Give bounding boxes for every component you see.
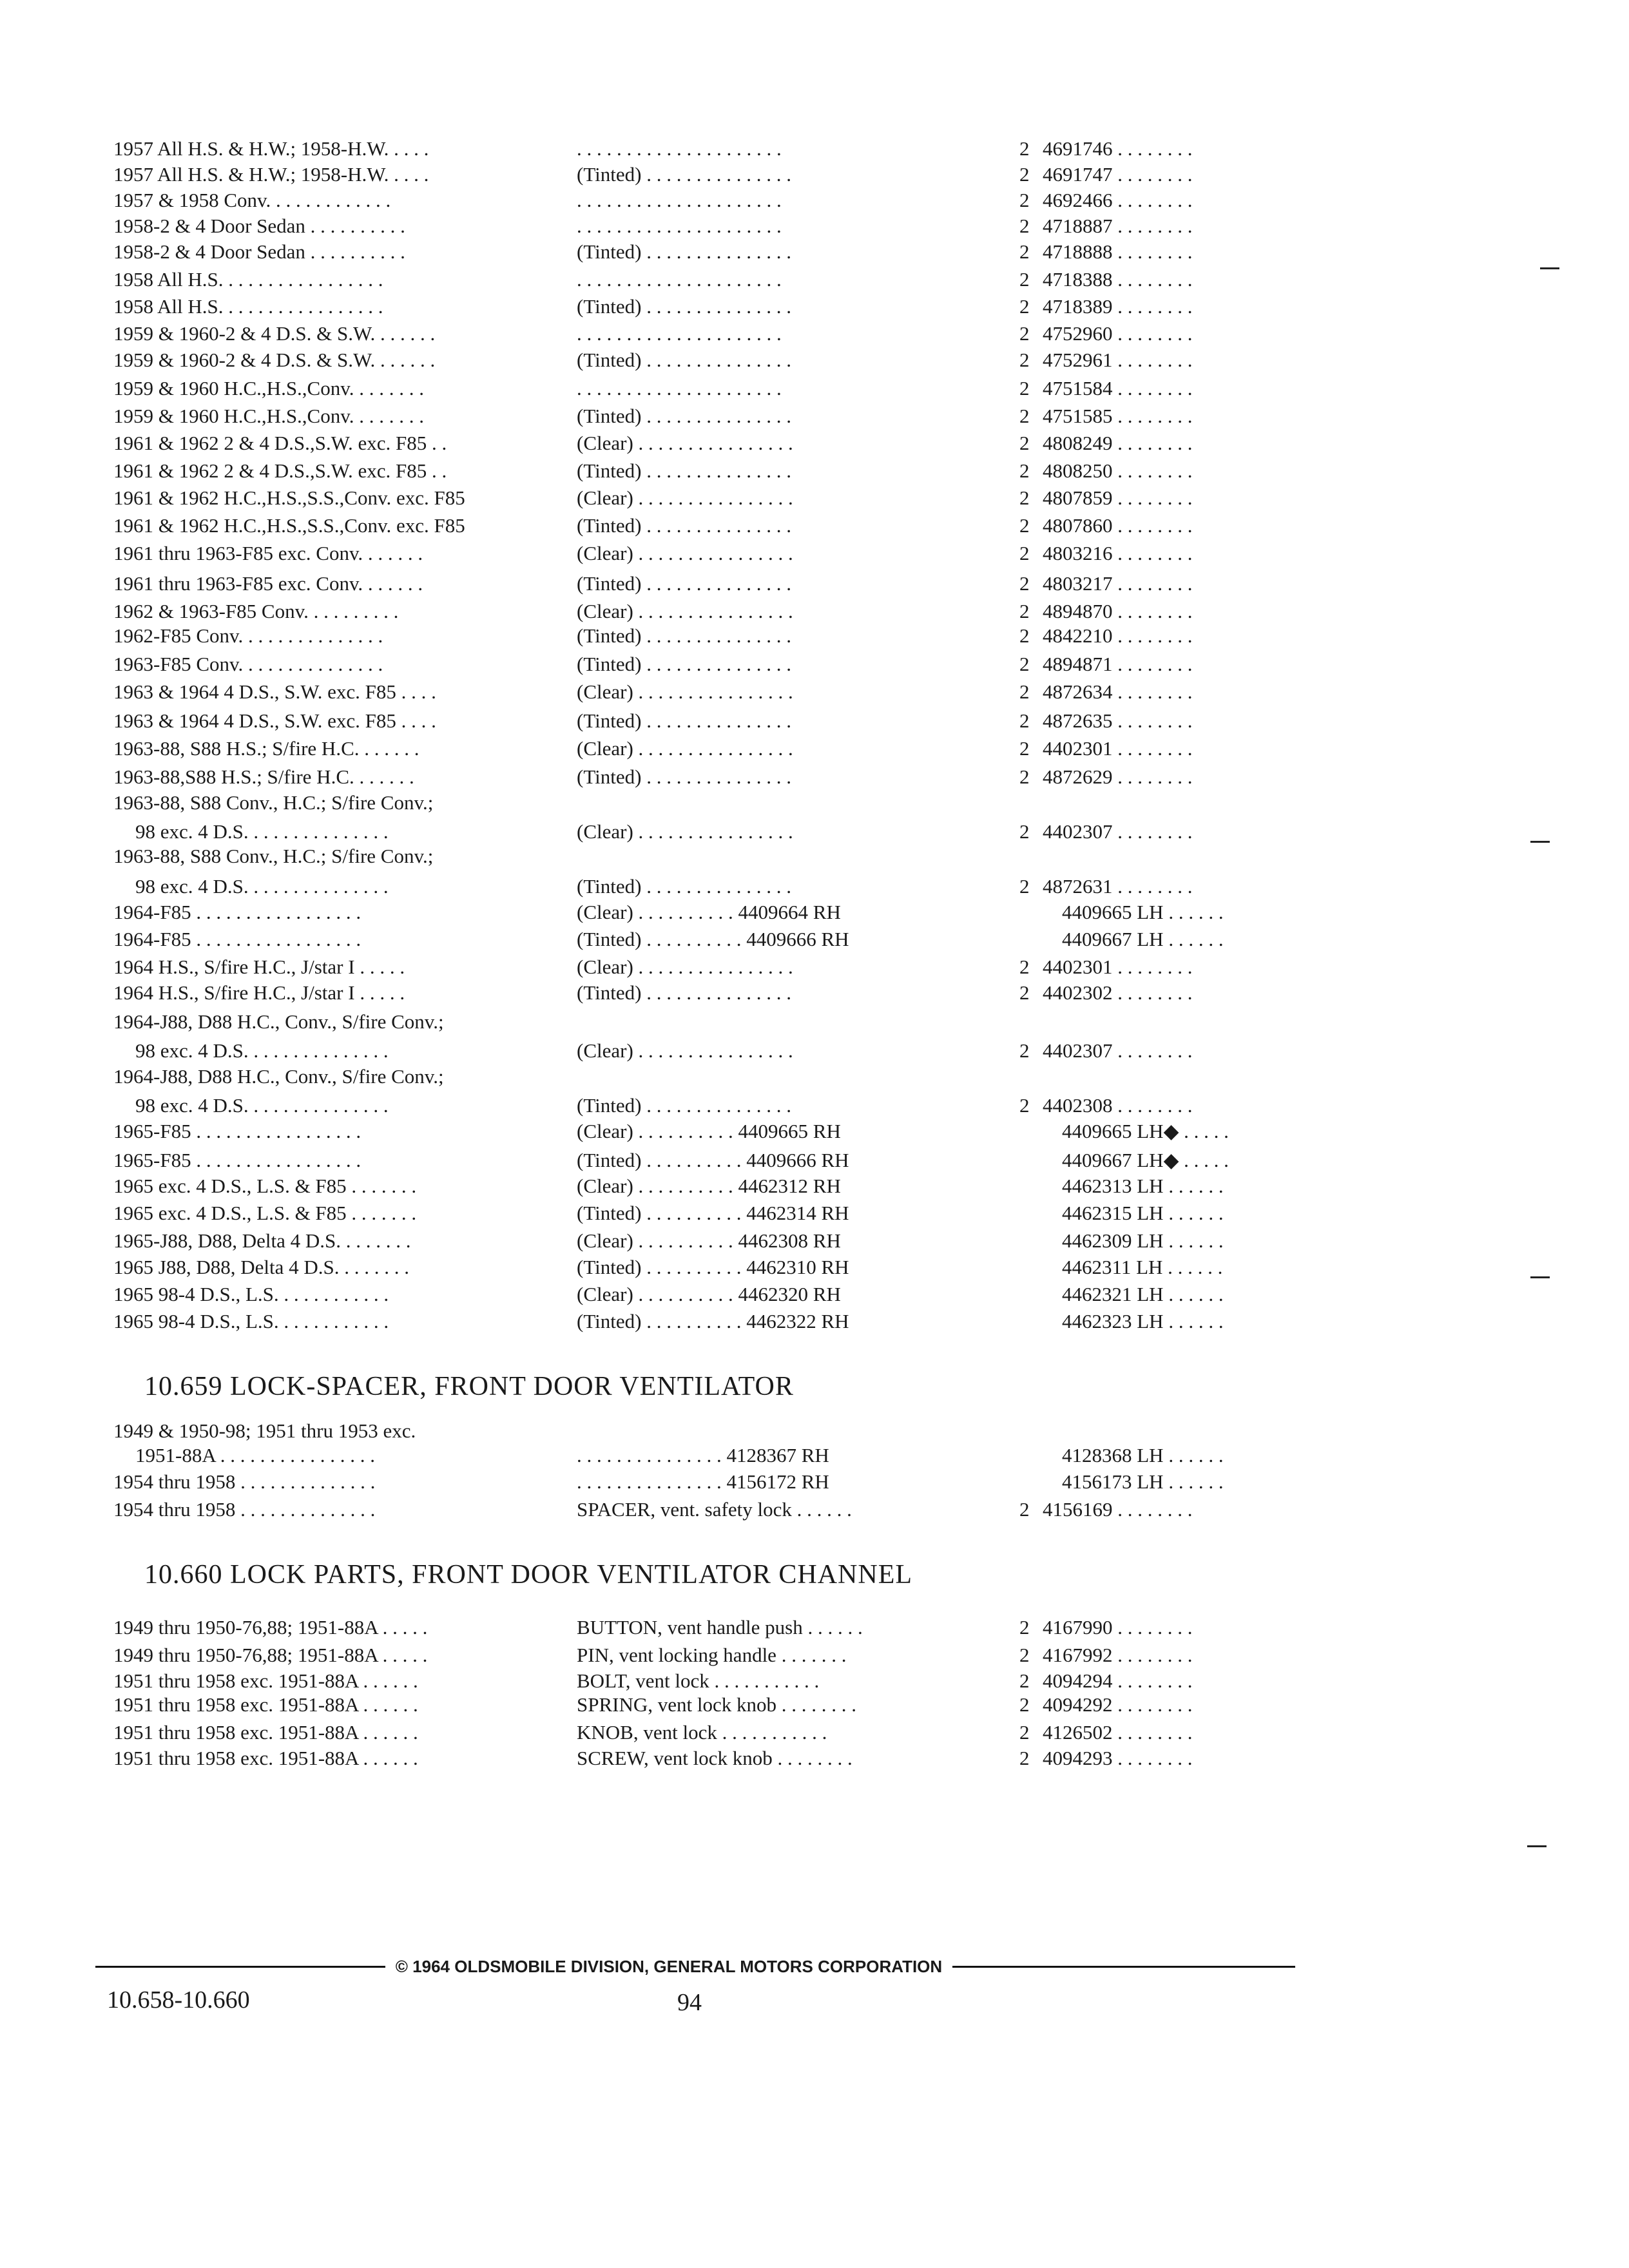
- model-cell: 1959 & 1960-2 & 4 D.S. & S.W. . . . . . .: [113, 322, 436, 345]
- table-row: [0, 1200, 1629, 1227]
- part-number-cell: 4156173 LH . . . . . .: [1062, 1470, 1224, 1493]
- description-cell: (Tinted) . . . . . . . . . . . . . . .: [577, 709, 791, 732]
- part-number-cell: 4718388 . . . . . . . .: [1043, 268, 1193, 291]
- description-cell: (Tinted) . . . . . . . . . . 4462322 RH: [577, 1310, 849, 1332]
- table-row: [0, 430, 1629, 457]
- table-row: [0, 1008, 1629, 1035]
- part-number-cell: 4402307 . . . . . . . .: [1043, 1039, 1193, 1062]
- table-row: [0, 843, 1629, 870]
- description-cell: (Tinted) . . . . . . . . . . . . . . .: [577, 875, 791, 898]
- quantity-cell: 2: [1019, 981, 1030, 1004]
- model-cell: 1954 thru 1958 . . . . . . . . . . . . . .: [113, 1470, 376, 1493]
- section-title-10-660: 10.660 LOCK PARTS, FRONT DOOR VENTILATOR CHANNEL: [144, 1560, 913, 1590]
- table-row: [0, 213, 1629, 240]
- model-cell: 1949 thru 1950-76,88; 1951-88A . . . . .: [113, 1644, 428, 1666]
- table-row: [0, 789, 1629, 816]
- description-cell: (Clear) . . . . . . . . . . 4409665 RH: [577, 1120, 841, 1142]
- part-number-cell: 4094294 . . . . . . . .: [1043, 1669, 1193, 1692]
- description-cell: PIN, vent locking handle . . . . . . .: [577, 1644, 847, 1666]
- table-row: [0, 979, 1629, 1006]
- quantity-cell: 2: [1019, 189, 1030, 211]
- part-number-cell: 4872629 . . . . . . . .: [1043, 765, 1193, 788]
- quantity-cell: 2: [1019, 1039, 1030, 1062]
- description-cell: (Clear) . . . . . . . . . . . . . . . .: [577, 542, 793, 564]
- model-cell: 98 exc. 4 D.S. . . . . . . . . . . . . . .: [135, 1039, 389, 1062]
- table-row: [0, 1147, 1629, 1174]
- model-cell: 98 exc. 4 D.S. . . . . . . . . . . . . . .: [135, 875, 389, 898]
- part-number-cell: 4718888 . . . . . . . .: [1043, 240, 1193, 263]
- model-cell: 1958-2 & 4 Door Sedan . . . . . . . . . .: [113, 215, 405, 237]
- quantity-cell: 2: [1019, 1747, 1030, 1769]
- table-row: [0, 926, 1629, 953]
- description-cell: . . . . . . . . . . . . . . . . . . . . .: [577, 137, 782, 160]
- part-number-cell: 4894870 . . . . . . . .: [1043, 600, 1193, 622]
- table-row: [0, 1667, 1629, 1695]
- description-cell: (Clear) . . . . . . . . . . . . . . . .: [577, 486, 793, 509]
- table-row: [0, 678, 1629, 706]
- table-row: [0, 735, 1629, 762]
- quantity-cell: 2: [1019, 542, 1030, 564]
- model-cell: 1962 & 1963-F85 Conv. . . . . . . . . .: [113, 600, 399, 622]
- description-cell: (Tinted) . . . . . . . . . . 4462314 RH: [577, 1202, 849, 1224]
- table-row: [0, 1308, 1629, 1335]
- model-cell: 1964 H.S., S/fire H.C., J/star I . . . . .: [113, 981, 405, 1004]
- description-cell: . . . . . . . . . . . . . . . 4156172 RH: [577, 1470, 829, 1493]
- model-cell: 1963-88, S88 Conv., H.C.; S/fire Conv.;: [113, 845, 434, 867]
- description-cell: . . . . . . . . . . . . . . . 4128367 RH: [577, 1444, 829, 1466]
- part-number-cell: 4128368 LH . . . . . .: [1062, 1444, 1224, 1466]
- table-row: [0, 1227, 1629, 1254]
- description-cell: BUTTON, vent handle push . . . . . .: [577, 1616, 863, 1639]
- description-cell: (Clear) . . . . . . . . . . . . . . . .: [577, 956, 793, 978]
- part-number-cell: 4409665 LH . . . . . .: [1062, 901, 1224, 923]
- quantity-cell: 2: [1019, 680, 1030, 703]
- description-cell: (Tinted) . . . . . . . . . . . . . . .: [577, 624, 791, 647]
- table-row: [0, 1691, 1629, 1718]
- part-number-cell: 4462315 LH . . . . . .: [1062, 1202, 1224, 1224]
- quantity-cell: 2: [1019, 600, 1030, 622]
- table-row: [0, 403, 1629, 430]
- table-row: [0, 1173, 1629, 1200]
- table-row: [0, 707, 1629, 735]
- model-cell: 1965-F85 . . . . . . . . . . . . . . . . .: [113, 1120, 361, 1142]
- part-number-cell: 4402301 . . . . . . . .: [1043, 956, 1193, 978]
- quantity-cell: 2: [1019, 322, 1030, 345]
- model-cell: 1959 & 1960 H.C.,H.S.,Conv. . . . . . . .: [113, 405, 424, 427]
- model-cell: 1964-F85 . . . . . . . . . . . . . . . . .: [113, 928, 361, 950]
- model-cell: 98 exc. 4 D.S. . . . . . . . . . . . . . .: [135, 1094, 389, 1117]
- description-cell: (Clear) . . . . . . . . . . 4409664 RH: [577, 901, 841, 923]
- model-cell: 1959 & 1960 H.C.,H.S.,Conv. . . . . . . .: [113, 377, 424, 399]
- part-number-cell: 4808249 . . . . . . . .: [1043, 432, 1193, 454]
- model-cell: 1963 & 1964 4 D.S., S.W. exc. F85 . . . .: [113, 680, 436, 703]
- quantity-cell: 2: [1019, 486, 1030, 509]
- table-row: [0, 598, 1629, 625]
- description-cell: (Tinted) . . . . . . . . . . . . . . .: [577, 163, 791, 186]
- description-cell: (Tinted) . . . . . . . . . . 4409666 RH: [577, 928, 849, 950]
- quantity-cell: 2: [1019, 432, 1030, 454]
- description-cell: SPACER, vent. safety lock . . . . . .: [577, 1498, 852, 1521]
- table-row: [0, 1614, 1629, 1641]
- part-number-cell: 4462311 LH . . . . . .: [1062, 1256, 1223, 1278]
- description-cell: . . . . . . . . . . . . . . . . . . . . .: [577, 215, 782, 237]
- model-cell: 1961 & 1962 2 & 4 D.S.,S.W. exc. F85 . .: [113, 459, 447, 482]
- part-number-cell: 4402307 . . . . . . . .: [1043, 820, 1193, 843]
- part-number-cell: 4842210 . . . . . . . .: [1043, 624, 1193, 647]
- model-cell: 1962-F85 Conv. . . . . . . . . . . . . . .: [113, 624, 383, 647]
- table-row: [0, 570, 1629, 597]
- part-number-cell: 4094292 . . . . . . . .: [1043, 1693, 1193, 1716]
- table-row: [0, 1063, 1629, 1090]
- model-cell: 1961 & 1962 H.C.,H.S.,S.S.,Conv. exc. F85: [113, 486, 465, 509]
- description-cell: (Tinted) . . . . . . . . . . 4462310 RH: [577, 1256, 849, 1278]
- footer-rule-left: [95, 1966, 385, 1968]
- model-cell: 1963-88,S88 H.S.; S/fire H.C. . . . . . .: [113, 765, 414, 788]
- description-cell: KNOB, vent lock . . . . . . . . . . .: [577, 1721, 827, 1744]
- part-number-cell: 4803216 . . . . . . . .: [1043, 542, 1193, 564]
- table-row: [0, 347, 1629, 374]
- model-cell: 1963-F85 Conv. . . . . . . . . . . . . . .: [113, 653, 383, 675]
- quantity-cell: 2: [1019, 240, 1030, 263]
- quantity-cell: 2: [1019, 1721, 1030, 1744]
- quantity-cell: 2: [1019, 377, 1030, 399]
- page-number: 94: [677, 1989, 702, 2016]
- table-row: [0, 457, 1629, 485]
- description-cell: . . . . . . . . . . . . . . . . . . . . .: [577, 322, 782, 345]
- model-cell: 1965 98-4 D.S., L.S. . . . . . . . . . . .: [113, 1283, 389, 1305]
- model-cell: 1954 thru 1958 . . . . . . . . . . . . . .: [113, 1498, 376, 1521]
- part-number-cell: 4872631 . . . . . . . .: [1043, 875, 1193, 898]
- description-cell: . . . . . . . . . . . . . . . . . . . . .: [577, 268, 782, 291]
- margin-tick-mark: [1530, 1276, 1550, 1278]
- description-cell: (Clear) . . . . . . . . . . . . . . . .: [577, 600, 793, 622]
- part-number-cell: 4462309 LH . . . . . .: [1062, 1229, 1224, 1252]
- description-cell: (Clear) . . . . . . . . . . . . . . . .: [577, 1039, 793, 1062]
- model-cell: 1957 All H.S. & H.W.; 1958-H.W. . . . .: [113, 163, 429, 186]
- table-row: [0, 540, 1629, 567]
- table-row: [0, 1037, 1629, 1064]
- model-cell: 1951 thru 1958 exc. 1951-88A . . . . . .: [113, 1669, 418, 1692]
- table-row: [0, 873, 1629, 900]
- section-range-label: 10.658-10.660: [107, 1986, 250, 2013]
- model-cell: 1965 exc. 4 D.S., L.S. & F85 . . . . . . .: [113, 1175, 417, 1197]
- part-number-cell: 4462313 LH . . . . . .: [1062, 1175, 1224, 1197]
- quantity-cell: 2: [1019, 1644, 1030, 1666]
- table-row: [0, 512, 1629, 539]
- table-row: [0, 293, 1629, 320]
- table-row: [0, 764, 1629, 791]
- part-number-cell: 4718389 . . . . . . . .: [1043, 295, 1193, 318]
- table-row: [0, 1745, 1629, 1772]
- quantity-cell: 2: [1019, 137, 1030, 160]
- model-cell: 1951-88A . . . . . . . . . . . . . . . .: [135, 1444, 375, 1466]
- description-cell: SPRING, vent lock knob . . . . . . . .: [577, 1693, 856, 1716]
- model-cell: 1965-F85 . . . . . . . . . . . . . . . . .: [113, 1149, 361, 1171]
- model-cell: 1963-88, S88 H.S.; S/fire H.C. . . . . . .: [113, 737, 419, 760]
- margin-tick-mark: [1530, 841, 1550, 843]
- part-number-cell: 4894871 . . . . . . . .: [1043, 653, 1193, 675]
- description-cell: . . . . . . . . . . . . . . . . . . . . .: [577, 377, 782, 399]
- table-row: [0, 1418, 1629, 1445]
- part-number-cell: 4409667 LH◆ . . . . .: [1062, 1149, 1229, 1171]
- footer-rule-right: [952, 1966, 1295, 1968]
- description-cell: (Tinted) . . . . . . . . . . . . . . .: [577, 349, 791, 371]
- model-cell: 1958-2 & 4 Door Sedan . . . . . . . . . .: [113, 240, 405, 263]
- part-number-cell: 4462321 LH . . . . . .: [1062, 1283, 1224, 1305]
- margin-tick-mark: [1527, 1845, 1547, 1847]
- table-row: [0, 1281, 1629, 1308]
- model-cell: 1961 & 1962 H.C.,H.S.,S.S.,Conv. exc. F85: [113, 514, 465, 537]
- part-number-cell: 4462323 LH . . . . . .: [1062, 1310, 1224, 1332]
- table-row: [0, 1642, 1629, 1669]
- part-number-cell: 4691746 . . . . . . . .: [1043, 137, 1193, 160]
- description-cell: (Tinted) . . . . . . . . . . . . . . .: [577, 981, 791, 1004]
- part-number-cell: 4409665 LH◆ . . . . .: [1062, 1120, 1229, 1142]
- table-row: [0, 1092, 1629, 1119]
- part-number-cell: 4872634 . . . . . . . .: [1043, 680, 1193, 703]
- quantity-cell: 2: [1019, 215, 1030, 237]
- table-row: [0, 187, 1629, 214]
- model-cell: 1963 & 1964 4 D.S., S.W. exc. F85 . . . .: [113, 709, 436, 732]
- model-cell: 1965 J88, D88, Delta 4 D.S. . . . . . . .: [113, 1256, 409, 1278]
- model-cell: 1959 & 1960-2 & 4 D.S. & S.W. . . . . . .: [113, 349, 436, 371]
- part-number-cell: 4167990 . . . . . . . .: [1043, 1616, 1193, 1639]
- model-cell: 1957 All H.S. & H.W.; 1958-H.W. . . . .: [113, 137, 429, 160]
- description-cell: (Clear) . . . . . . . . . . . . . . . .: [577, 737, 793, 760]
- table-row: [0, 1442, 1629, 1469]
- part-number-cell: 4156169 . . . . . . . .: [1043, 1498, 1193, 1521]
- part-number-cell: 4402301 . . . . . . . .: [1043, 737, 1193, 760]
- model-cell: 1964 H.S., S/fire H.C., J/star I . . . . .: [113, 956, 405, 978]
- model-cell: 1961 thru 1963-F85 exc. Conv. . . . . . .: [113, 542, 423, 564]
- table-row: [0, 1719, 1629, 1746]
- table-row: [0, 238, 1629, 265]
- quantity-cell: 2: [1019, 1616, 1030, 1639]
- model-cell: 1961 thru 1963-F85 exc. Conv. . . . . . .: [113, 572, 423, 595]
- part-number-cell: 4807859 . . . . . . . .: [1043, 486, 1193, 509]
- table-row: [0, 161, 1629, 188]
- description-cell: (Tinted) . . . . . . . . . . . . . . .: [577, 765, 791, 788]
- quantity-cell: 2: [1019, 765, 1030, 788]
- table-row: [0, 320, 1629, 347]
- part-number-cell: 4402308 . . . . . . . .: [1043, 1094, 1193, 1117]
- quantity-cell: 2: [1019, 1498, 1030, 1521]
- part-number-cell: 4751584 . . . . . . . .: [1043, 377, 1193, 399]
- quantity-cell: 2: [1019, 268, 1030, 291]
- table-row: [0, 651, 1629, 678]
- description-cell: SCREW, vent lock knob . . . . . . . .: [577, 1747, 853, 1769]
- quantity-cell: 2: [1019, 514, 1030, 537]
- section-title-10-659: 10.659 LOCK-SPACER, FRONT DOOR VENTILATOR: [144, 1372, 794, 1401]
- description-cell: (Tinted) . . . . . . . . . . . . . . .: [577, 295, 791, 318]
- model-cell: 1949 thru 1950-76,88; 1951-88A . . . . .: [113, 1616, 428, 1639]
- model-cell: 1961 & 1962 2 & 4 D.S.,S.W. exc. F85 . .: [113, 432, 447, 454]
- part-number-cell: 4692466 . . . . . . . .: [1043, 189, 1193, 211]
- part-number-cell: 4718887 . . . . . . . .: [1043, 215, 1193, 237]
- quantity-cell: 2: [1019, 956, 1030, 978]
- table-row: [0, 1118, 1629, 1145]
- table-row: [0, 135, 1629, 162]
- description-cell: (Clear) . . . . . . . . . . . . . . . .: [577, 680, 793, 703]
- model-cell: 1964-F85 . . . . . . . . . . . . . . . . .: [113, 901, 361, 923]
- model-cell: 1965 exc. 4 D.S., L.S. & F85 . . . . . . .: [113, 1202, 417, 1224]
- table-row: [0, 266, 1629, 293]
- model-cell: 1963-88, S88 Conv., H.C.; S/fire Conv.;: [113, 791, 434, 814]
- part-number-cell: 4872635 . . . . . . . .: [1043, 709, 1193, 732]
- part-number-cell: 4167992 . . . . . . . .: [1043, 1644, 1193, 1666]
- quantity-cell: 2: [1019, 295, 1030, 318]
- quantity-cell: 2: [1019, 1693, 1030, 1716]
- margin-tick-mark: [1540, 267, 1559, 269]
- part-number-cell: 4752960 . . . . . . . .: [1043, 322, 1193, 345]
- description-cell: (Tinted) . . . . . . . . . . . . . . .: [577, 1094, 791, 1117]
- table-row: [0, 375, 1629, 402]
- description-cell: (Clear) . . . . . . . . . . . . . . . .: [577, 820, 793, 843]
- description-cell: (Clear) . . . . . . . . . . 4462312 RH: [577, 1175, 841, 1197]
- quantity-cell: 2: [1019, 709, 1030, 732]
- description-cell: (Tinted) . . . . . . . . . . . . . . .: [577, 572, 791, 595]
- part-number-cell: 4402302 . . . . . . . .: [1043, 981, 1193, 1004]
- quantity-cell: 2: [1019, 820, 1030, 843]
- description-cell: (Tinted) . . . . . . . . . . 4409666 RH: [577, 1149, 849, 1171]
- description-cell: (Tinted) . . . . . . . . . . . . . . .: [577, 653, 791, 675]
- quantity-cell: 2: [1019, 653, 1030, 675]
- part-number-cell: 4808250 . . . . . . . .: [1043, 459, 1193, 482]
- part-number-cell: 4803217 . . . . . . . .: [1043, 572, 1193, 595]
- description-cell: (Tinted) . . . . . . . . . . . . . . .: [577, 405, 791, 427]
- table-row: [0, 622, 1629, 649]
- description-cell: (Clear) . . . . . . . . . . 4462308 RH: [577, 1229, 841, 1252]
- part-number-cell: 4807860 . . . . . . . .: [1043, 514, 1193, 537]
- part-number-cell: 4094293 . . . . . . . .: [1043, 1747, 1193, 1769]
- model-cell: 1951 thru 1958 exc. 1951-88A . . . . . .: [113, 1747, 418, 1769]
- table-row: [0, 954, 1629, 981]
- part-number-cell: 4752961 . . . . . . . .: [1043, 349, 1193, 371]
- table-row: [0, 1254, 1629, 1281]
- model-cell: 1964-J88, D88 H.C., Conv., S/fire Conv.;: [113, 1010, 444, 1033]
- quantity-cell: 2: [1019, 737, 1030, 760]
- table-row: [0, 1496, 1629, 1523]
- description-cell: (Clear) . . . . . . . . . . . . . . . .: [577, 432, 793, 454]
- quantity-cell: 2: [1019, 1094, 1030, 1117]
- quantity-cell: 2: [1019, 405, 1030, 427]
- model-cell: 1958 All H.S. . . . . . . . . . . . . . . . .: [113, 295, 383, 318]
- model-cell: 1957 & 1958 Conv. . . . . . . . . . . . .: [113, 189, 391, 211]
- table-row: [0, 899, 1629, 926]
- model-cell: 1965-J88, D88, Delta 4 D.S. . . . . . . .: [113, 1229, 411, 1252]
- model-cell: 1951 thru 1958 exc. 1951-88A . . . . . .: [113, 1693, 418, 1716]
- copyright-notice: © 1964 OLDSMOBILE DIVISION, GENERAL MOTORS CORPORATION: [395, 1957, 943, 1976]
- model-cell: 1949 & 1950-98; 1951 thru 1953 exc.: [113, 1419, 416, 1442]
- quantity-cell: 2: [1019, 572, 1030, 595]
- quantity-cell: 2: [1019, 1669, 1030, 1692]
- description-cell: . . . . . . . . . . . . . . . . . . . . .: [577, 189, 782, 211]
- model-cell: 98 exc. 4 D.S. . . . . . . . . . . . . . .: [135, 820, 389, 843]
- part-number-cell: 4691747 . . . . . . . .: [1043, 163, 1193, 186]
- description-cell: (Tinted) . . . . . . . . . . . . . . .: [577, 240, 791, 263]
- model-cell: 1951 thru 1958 exc. 1951-88A . . . . . .: [113, 1721, 418, 1744]
- table-row: [0, 818, 1629, 845]
- model-cell: 1964-J88, D88 H.C., Conv., S/fire Conv.;: [113, 1065, 444, 1088]
- part-number-cell: 4126502 . . . . . . . .: [1043, 1721, 1193, 1744]
- description-cell: (Tinted) . . . . . . . . . . . . . . .: [577, 459, 791, 482]
- part-number-cell: 4409667 LH . . . . . .: [1062, 928, 1224, 950]
- table-row: [0, 1468, 1629, 1495]
- model-cell: 1958 All H.S. . . . . . . . . . . . . . . . .: [113, 268, 383, 291]
- quantity-cell: 2: [1019, 349, 1030, 371]
- part-number-cell: 4751585 . . . . . . . .: [1043, 405, 1193, 427]
- description-cell: (Tinted) . . . . . . . . . . . . . . .: [577, 514, 791, 537]
- description-cell: BOLT, vent lock . . . . . . . . . . .: [577, 1669, 820, 1692]
- model-cell: 1965 98-4 D.S., L.S. . . . . . . . . . . .: [113, 1310, 389, 1332]
- quantity-cell: 2: [1019, 624, 1030, 647]
- quantity-cell: 2: [1019, 875, 1030, 898]
- quantity-cell: 2: [1019, 163, 1030, 186]
- table-row: [0, 485, 1629, 512]
- description-cell: (Clear) . . . . . . . . . . 4462320 RH: [577, 1283, 841, 1305]
- quantity-cell: 2: [1019, 459, 1030, 482]
